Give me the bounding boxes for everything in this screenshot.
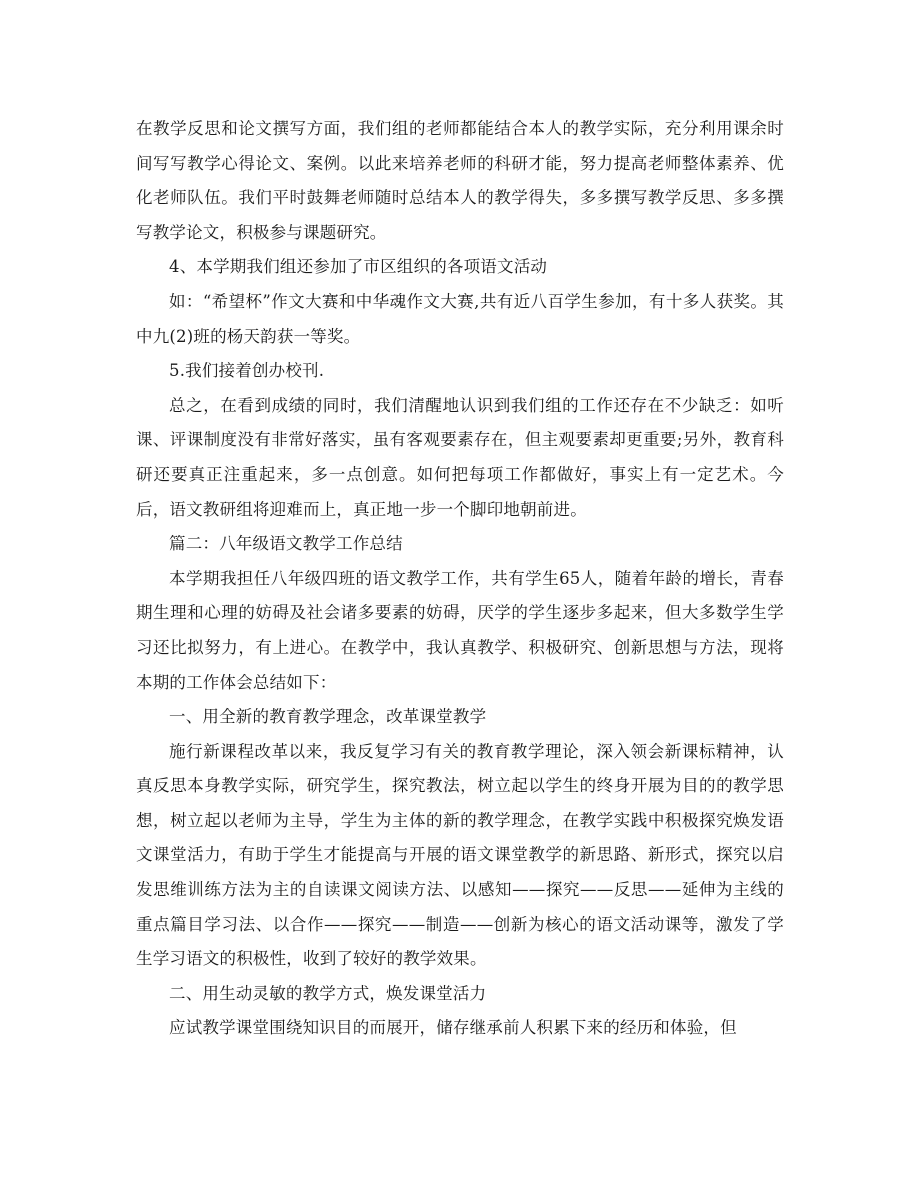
paragraph-curriculum-reform: 施行新课程改革以来，我反复学习有关的教育教学理论，深入领会新课标精神，认真反思本身教学实际，研究学生，探究教法，树立起以学生的终身开展为目的的教学思想，树立起以老师为主导，学生为主体的新的教学理念，在教学实践中积极探究焕发语文课堂活力，有助于学生才能提高与开展的语文课堂教学的新思路、新形式，探究以启发思维训练方法为主的自读课文阅读方法、以感知——探究——反思——延伸为主线的重点篇目学习法、以合作——探究——制造——创新为核心的语文活动课等，激发了学生学习语文的积极性，收到了较好的教学效果。 <box>136 741 784 969</box>
paragraph-item-4-heading: 4、本学期我们组还参加了市区组织的各项语文活动 <box>169 257 548 277</box>
heading-section-one: 一、用全新的教育教学理念，改革课堂教学 <box>169 707 487 727</box>
paragraph-item-5-school-magazine: 5.我们接着创办校刊. <box>169 361 325 381</box>
paragraph-semester-intro: 本学期我担任八年级四班的语文教学工作，共有学生65人，随着年龄的增长，青春期生理和心理的妨碍及社会诸多要素的妨碍，厌学的学生逐步多起来，但大多数学生学习还比拟努力，有上进心。在教学中，我认真教学、积极研究、创新思想与方法，现将本期的工作体会总结如下： <box>136 568 784 692</box>
document-body <box>136 112 784 1046</box>
paragraph-teaching-reflection: 在教学反思和论文撰写方面，我们组的老师都能结合本人的教学实际，充分利用课余时间写写教学心得论文、案例。以此来培养老师的科研才能，努力提高老师整体素养、优化老师队伍。我们平时鼓舞老师随时总结本人的教学得失，多多撰写教学反思、多多撰写教学论文，积极参与课题研究。 <box>136 119 784 242</box>
paragraph-exam-oriented-teaching: 应试教学课堂围绕知识目的而展开，储存继承前人积累下来的经历和体验，但 <box>169 1018 737 1038</box>
paragraph-summary: 总之，在看到成绩的同时，我们清醒地认识到我们组的工作还存在不少缺乏：如听课、评课制度没有非常好落实，虽有客观要素存在，但主观要素却更重要;另外，教育科研还要真正注重起来，多一点创意。如何把每项工作都做好，事实上有一定艺术。今后，语文教研组将迎难而上，真正地一步一个脚印地朝前进。 <box>136 395 784 519</box>
section-title-part-two: 篇二：八年级语文教学工作总结 <box>169 534 403 554</box>
paragraph-competition-awards: 如：“希望杯”作文大赛和中华魂作文大赛,共有近八百学生参加，有十多人获奖。其中九(2)班的杨天韵获一等奖。 <box>136 291 784 346</box>
heading-section-two: 二、用生动灵敏的教学方式，焕发课堂活力 <box>169 983 487 1003</box>
